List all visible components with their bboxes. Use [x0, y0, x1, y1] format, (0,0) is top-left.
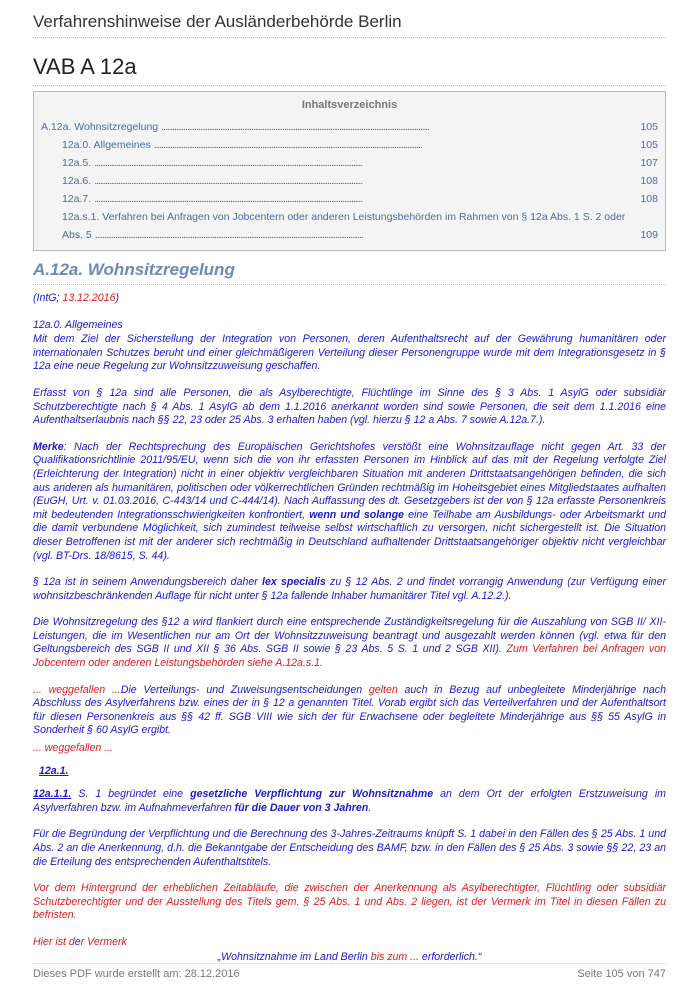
- subheading-allgemeines: 12a.0. Allgemeines: [33, 318, 123, 331]
- footer-created-date: Dieses PDF wurde erstellt am: 28.12.2016: [33, 968, 240, 980]
- subheading-12a1: 12a.1.: [39, 764, 69, 777]
- toc-entry[interactable]: [41, 208, 658, 244]
- quote-vermerk: „Wohnsitznahme im Land Berlin bis zum ... erforderlich.“: [217, 950, 482, 963]
- toc-entry-label: 12a.0. Allgemeines: [62, 139, 151, 151]
- toc-entry[interactable]: [41, 172, 658, 190]
- toc-entry-label-continued: Abs. 5: [62, 229, 92, 241]
- document-page: [33, 0, 666, 977]
- toc-entry-label: A.12a. Wohnsitzregelung: [41, 121, 159, 133]
- toc-entry-page: 107: [640, 157, 658, 169]
- paragraph: Die Wohnsitzregelung des §12 a wird flankiert durch eine entsprechende Zuständigkeitsregelung für die Auszahlung von SGB II/ XII-Leistungen, die im Wesentlichen nur am Ort der Wohnsitzzuweisung beantragt und ausgezahlt werden können (vgl. etwa für den Geltungsbereich des SGB II und XII § 36 Abs. SGB II sowie § 23 Abs. 5 S. 1 und 2 SGB XII). Zum Verfahren bei Anfragen von Jobcentern oder anderen Leistungsbehörden siehe A.12a.s.1.: [33, 616, 666, 670]
- toc-entry-page: 105: [640, 139, 658, 151]
- toc-heading: Inhaltsverzeichnis: [301, 99, 398, 111]
- toc-entry-page: 105: [640, 121, 658, 133]
- toc-entry[interactable]: [41, 154, 658, 172]
- section-title: A.12a. Wohnsitzregelung: [33, 260, 666, 285]
- paragraph: ... weggefallen ...Die Verteilungs- und Zuweisungsentscheidungen gelten auch in Bezug auf unbegleitete Minderjährige nach Abschluss des Asylverfahrens bzw. eines der in § 12 a genannten Titel. Vorab ergibt sich das Verteilverfahren und der Aufenthaltsort für diesen Personenkreis aus §§ 42 ff. SGB VIII wie sich der für Erwachsene oder begleitete Minderjährige aus §§ 55 AsylG in Sonderheit § 60 AsylG ergibt.: [33, 683, 666, 737]
- toc-entry-page: 108: [640, 175, 658, 187]
- paragraph-merke: Merke: Nach der Rechtsprechung des Europäischen Gerichtshofes verstößt eine Wohnsitzauflage nicht gegen Art. 33 der Qualifikationsrichtlinie 2011/95/EU, wenn sich die von ihr erfassten Personen im Hinblick auf das mit der Regelung verfolgte Ziel (Erleichterung der Integration) nicht in einer objektiv vergleichbaren Situation mit anderen Drittstaatsangehörigen befinden, die sich aus anderen als humanitären, politischen oder völkerrechtlichen Gründen rechtmäßig im Hoheitsgebiet eines Mitgliedstaates aufhalten (EuGH, Urt. v. 01.03.2016, C-443/14 und C-444/14). Nach Auffassung des dt. Gesetzgebers ist der von § 12a erfasste Personenkreis mit bedeutenden Integrationsschwierigkeiten konfrontiert, wenn und solange eine Teilhabe am Ausbildungs- oder Arbeitsmarkt und die damit verbundene Möglichkeit, sich zumindest teilweise selbst wirtschaftlich zu versorgen, nicht sichergestellt ist. Die Situation dieser Betroffenen ist mit der anderer sich rechtmäßig in Deutschland aufhaltender Drittstaatsangehöriger objektiv nicht vergleichbar (vgl. BT-Drs. 18/8615, S. 44).: [33, 440, 666, 562]
- toc-entry-page: 108: [640, 193, 658, 205]
- toc-entry[interactable]: [41, 118, 658, 136]
- intg-reference: (IntG; 13.12.2016): [33, 292, 119, 304]
- paragraph-removed: ... weggefallen ...: [33, 742, 114, 755]
- paragraph: § 12a ist in seinem Anwendungsbereich daher lex specialis zu § 12 Abs. 2 und findet vorrangig Anwendung (zur Verfügung einer wohnsitzbeschränkenden Auflage für nicht unter § 12a fallende Inhaber humanitärer Titel vgl. A.12.2.).: [33, 576, 666, 602]
- paragraph: Vor dem Hintergrund der erheblichen Zeitabläufe, die zwischen der Anerkennung als Asylberechtigter, Flüchtling oder subsidiär Schutzberechtigter und der Ausstellung des Titels gem. § 25 Abs. 1 und Abs. 2 liegen, ist der Vermerk im Titel in diesen Fällen zu befristen.: [33, 882, 666, 922]
- toc-entry[interactable]: [41, 136, 658, 154]
- toc-entry-label: 12a.s.1. Verfahren bei Anfragen von Jobcentern oder anderen Leistungsbehörden im Rahmen von § 12a Abs. 1 S. 2 oder: [62, 211, 626, 223]
- paragraph: Hier ist der Vermerk: [33, 935, 127, 948]
- toc-entry-label: 12a.7.: [62, 193, 92, 205]
- paragraph: 12a.1.1. S. 1 begründet eine gesetzliche Verpflichtung zur Wohnsitznahme an dem Ort der erfolgten Erstzuweisung im Asylverfahren bzw. im Aufnahmeverfahren für die Dauer von 3 Jahren.: [33, 788, 666, 814]
- paragraph: Für die Begründung der Verpflichtung und die Berechnung des 3-Jahres-Zeitraums knüpft S. 1 dabei in den Fällen des § 25 Abs. 1 und Abs. 2 an die Anerkennung, d.h. die Bekanntgabe der Entscheidung des BAMF, bzw. in den Fällen des § 25 Abs. 3 sowie §§ 22, 23 an die Erteilung des entsprechenden Aufenthaltstitels.: [33, 828, 666, 868]
- toc-entry-label: 12a.6.: [62, 175, 92, 187]
- table-of-contents: [33, 91, 666, 251]
- paragraph: Erfasst von § 12a sind alle Personen, die als Asylberechtigte, Flüchtlinge im Sinne des § 3 Abs. 1 AsylG oder subsidiär Schutzberechtigte nach § 4 Abs. 1 AsylG ab dem 1.1.2016 anerkannt worden sind sowie Personen, die seit dem 1.1.2016 eine Aufenthaltserlaubnis nach §§ 22, 23 oder 25 Abs. 3 erhalten haben (vgl. hierzu § 12 a Abs. 7 sowie A.12a.7.).: [33, 386, 666, 427]
- page-footer: [33, 963, 666, 980]
- toc-entry-page: 109: [640, 229, 658, 241]
- section-body: [33, 292, 666, 964]
- footer-page-number: Seite 105 von 747: [577, 968, 666, 980]
- header-title: Verfahrenshinweise der Ausländerbehörde Berlin: [33, 12, 666, 38]
- toc-entry[interactable]: [41, 190, 658, 208]
- paragraph: Mit dem Ziel der Sicherstellung der Integration von Personen, deren Aufenthaltsrecht auf der Gewährung humanitären oder internationalen Schutzes beruht und einer gleichmäßigeren Verteilung dieser Personengruppe wurde mit dem Integrationsgesetz in § 12a eine neue Regelung zur Wohnsitzzuweisung geschaffen.: [33, 333, 666, 373]
- document-title: VAB A 12a: [33, 54, 666, 86]
- toc-entry-label: 12a.5.: [62, 157, 92, 169]
